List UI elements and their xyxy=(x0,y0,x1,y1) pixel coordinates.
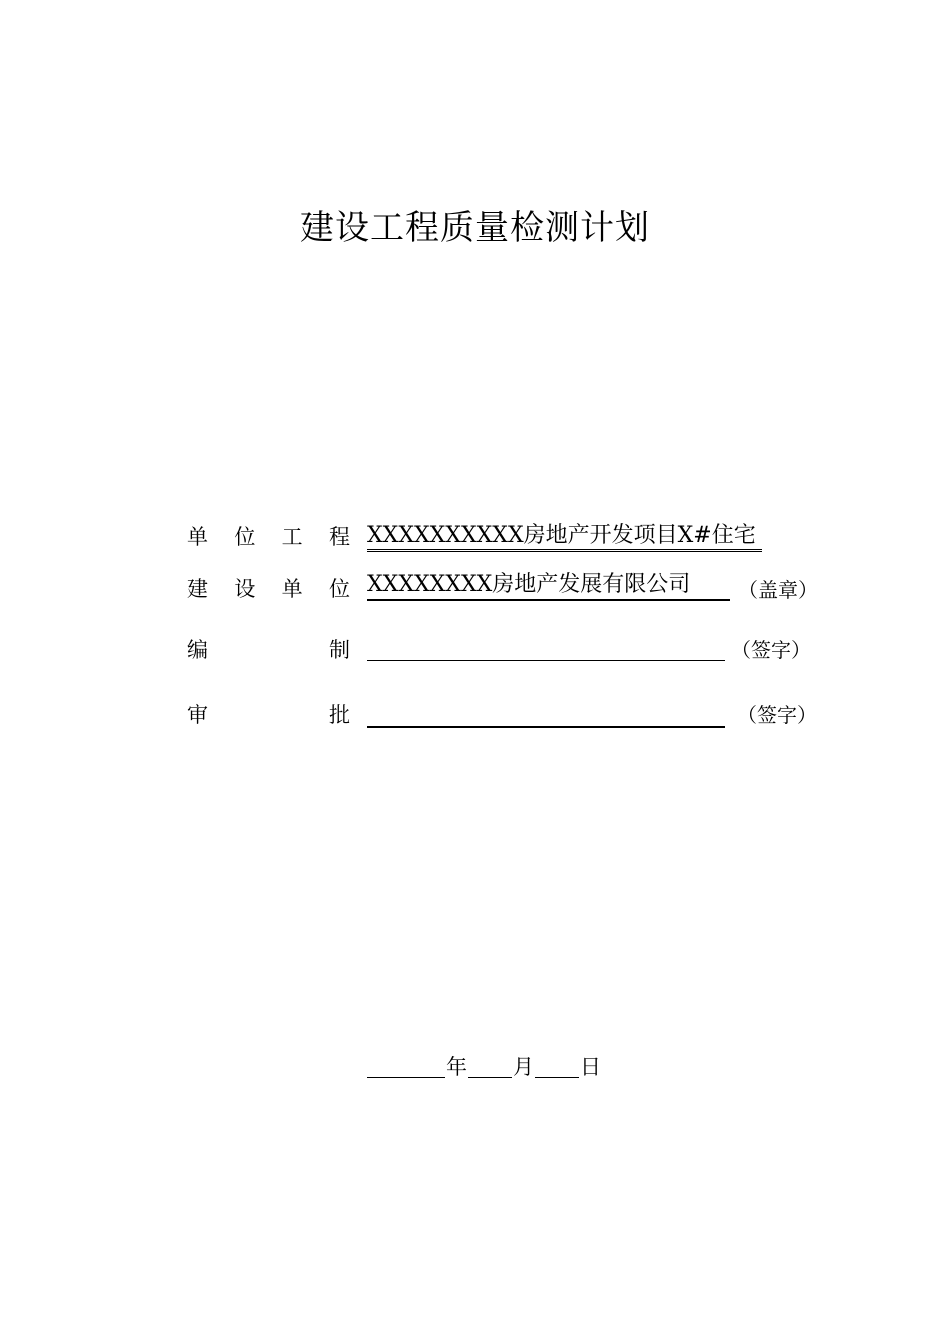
label-char: 工 xyxy=(281,525,303,549)
label-char: 位 xyxy=(328,577,350,601)
document-title: 建设工程质量检测计划 xyxy=(300,208,650,248)
label-char: 单 xyxy=(187,525,208,549)
year-label: 年 xyxy=(446,1055,467,1079)
label-char: 制 xyxy=(329,638,350,662)
label-char: 批 xyxy=(329,703,350,727)
day-blank[interactable] xyxy=(535,1077,579,1078)
month-blank[interactable] xyxy=(468,1077,512,1078)
approved-by-label xyxy=(187,699,350,729)
construction-unit-underline xyxy=(367,599,730,601)
label-char: 设 xyxy=(234,577,256,601)
month-label: 月 xyxy=(513,1055,534,1079)
year-blank[interactable] xyxy=(367,1077,445,1078)
label-char: 程 xyxy=(328,525,350,549)
seal-note: （盖章） xyxy=(738,578,818,602)
label-char: 建 xyxy=(187,577,208,601)
approved-by-underline xyxy=(367,726,725,728)
construction-unit-value[interactable]: XXXXXXXX房地产发展有限公司 xyxy=(367,572,691,597)
compiled-by-underline xyxy=(367,660,725,661)
label-char: 位 xyxy=(234,525,256,549)
label-char: 编 xyxy=(187,638,208,662)
construction-unit-label xyxy=(187,573,350,603)
unit-project-underline xyxy=(367,549,762,552)
label-char: 审 xyxy=(187,703,208,727)
unit-project-value[interactable]: XXXXXXXXXX房地产开发项目X#住宅 xyxy=(367,523,756,548)
signature-note: （签字） xyxy=(737,703,817,727)
day-label: 日 xyxy=(580,1055,601,1079)
compiled-by-label xyxy=(187,634,350,664)
signature-note: （签字） xyxy=(731,638,811,662)
label-char: 单 xyxy=(281,577,303,601)
unit-project-label xyxy=(187,521,350,551)
